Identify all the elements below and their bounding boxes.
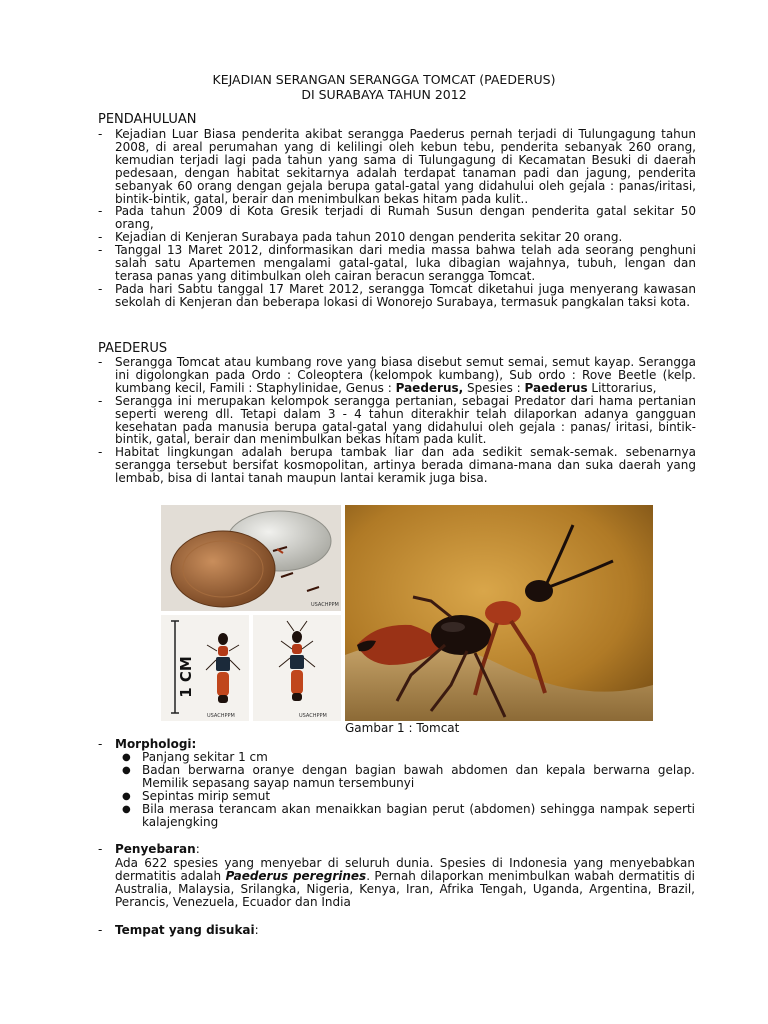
penyebaran-heading: - Penyebaran: <box>98 842 200 856</box>
list-item: - Serangga Tomcat atau kumbang rove yang biasa disebut semut semai, semut kayap. Serangga ini digolongkan pada Ordo : Coleoptera (kelompok kumbang), Sub ordo : Rove Beetle (kelp. kumbang kecil, Famili : Staphylinidae, Genus : Paederus, Spesies : Paederus Littorarius, <box>98 355 696 395</box>
list-item: ● Sepintas mirip semut <box>122 789 271 803</box>
list-item: - Pada hari Sabtu tanggal 17 Maret 2012, serangga Tomcat diketahui juga menyerang kawasan sekolah di Kenjeran dan beberapa lokasi di Wonorejo Surabaya, termasuk pangkalan taksi kota. <box>98 281 696 309</box>
list-item: ● Panjang sekitar 1 cm <box>122 750 268 764</box>
scale-label: 1 CM <box>177 656 195 698</box>
svg-text:USACHPPM: USACHPPM <box>299 713 327 719</box>
document-title-line-1: KEJADIAN SERANGAN SERANGGA TOMCAT (PAEDERUS) <box>212 72 556 87</box>
tempat-heading: - Tempat yang disukai: <box>98 923 259 937</box>
document-title-line-2: DI SURABAYA TAHUN 2012 <box>301 87 467 102</box>
list-item: - Pada tahun 2009 di Kota Gresik terjadi di Rumah Susun dengan penderita gatal sekitar 50 orang, <box>98 204 696 232</box>
scale-photo <box>161 615 249 721</box>
tomcat-illustration <box>161 505 653 721</box>
penyebaran-paragraph: Ada 622 spesies yang menyebar di seluruh dunia. Spesies di Indonesia yang menyebabkan dermatitis adalah Paederus peregrines. Pernah dilaporkan menimbulkan wabah dermatitis di Australia, Malaysia, Srilangka, Nigeria, Kenya, Iran, Afrika Tengah, Uganda, Argentina, Brazil, Perancis, Venezuela, Ecuador dan India <box>115 856 695 909</box>
morphology-list <box>117 751 695 829</box>
morphology-heading: - Morphologi: <box>98 737 197 751</box>
list-item: - Habitat lingkungan adalah berupa tambak liar dan ada sedikit semak-semak. sebenarnya serangga tersebut bersifat kosmopolitan, artinya berada dimana-mana dan suka daerah yang lembab, bisa di lantai tanah maupun lantai keramik juga bisa. <box>98 445 696 486</box>
list-item: - Kejadian di Kenjeran Surabaya pada tahun 2010 dengan penderita sekitar 20 orang. <box>98 230 623 245</box>
tomcat-figure <box>161 505 653 721</box>
section-heading-paederus: PAEDERUS <box>98 341 168 356</box>
photo-credit: USACHPPM <box>311 602 339 608</box>
list-item: - Kejadian Luar Biasa penderita akibat serangga Paederus pernah terjadi di Tulungagung tahun 2008, di areal perumahan yang di kelilingi oleh kebun tebu, penderita sebanyak 260 orang, kemudian terjadi lagi pada tahun yang sama di Tulungagung di Kecamatan Besuki di daerah pedesaan, dengan habitat sekitarnya adalah terdapat tanaman padi dan jagung, penderita sebanyak 60 orang dengan gejala berupa gatal-gatal yang didahului oleh gejala : panas/iritasi, bintik-bintik, gatal, berair dan menimbulkan bekas hitam pada kulit.. <box>98 127 696 206</box>
list-item: ● Badan berwarna oranye dengan bagian bawah abdomen dan kepala berwarna gelap. Memilik sepasang sayap namun tersembunyi <box>122 763 695 790</box>
list-item: - Serangga ini merupakan kelompok serangga pertanian, sebagai Predator dari hama pertanian seperti wereng dll. Tetapi dalam 3 - 4 tahun diterakhir telah dilaporkan adanya gangguan kesehatan pada manusia berupa gatal-gatal yang didahului oleh gejala : panas/ iritasi, bintik-bintik, gatal, berair dan menimbulkan bekas hitam pada kulit. <box>98 393 696 447</box>
figure-caption: Gambar 1 : Tomcat <box>345 721 460 735</box>
paederus-list <box>98 356 696 485</box>
svg-text:USACHPPM: USACHPPM <box>207 713 235 719</box>
list-item: - Tanggal 13 Maret 2012, dinformasikan dari media massa bahwa telah ada seorang penghuni salah satu Apartemen mengalami gatal-gatal, luka dibagian wajahnya, tubuh, lengan dan terasa panas yang ditimbulkan oleh cairan beracun serangga Tomcat. <box>98 243 696 283</box>
section-heading-pendahuluan: PENDAHULUAN <box>98 112 197 127</box>
pendahuluan-list <box>98 128 696 309</box>
list-item: ● Bila merasa terancam akan menaikkan bagian perut (abdomen) sehingga nampak seperti kalajengking <box>122 802 695 829</box>
penny-coin <box>171 531 275 607</box>
